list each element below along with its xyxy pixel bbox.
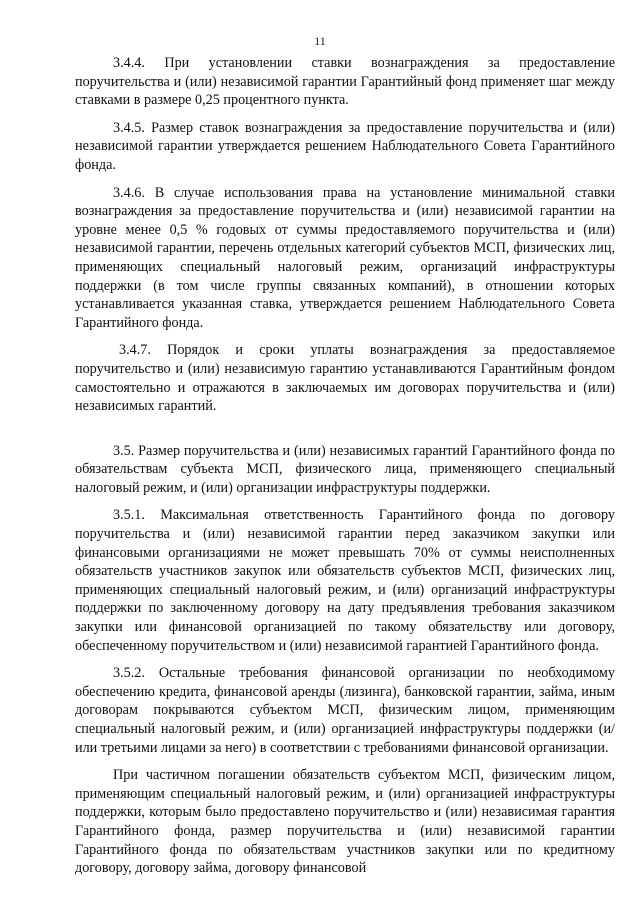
paragraph-3-4-6: 3.4.6. В случае использования права на установление минимальной ставки вознаграждения за предоставление поручительства и (или) независимой гарантии на уровне менее 0,5 % годовых от суммы предоставляемого поручительства и (или) независимой гарантии, перечень отдельных категорий субъектов МСП, физических лиц, применяющих специальный налоговый режим, организаций инфраструктуры поддержки (в том числе группы связанных компаний), в отношении которых устанавливается указанная ставка, утверждается решением Наблюдательного Совета Гарантийного фонда. <box>75 184 615 331</box>
paragraph-3-4-5: 3.4.5. Размер ставок вознаграждения за предоставление поручительства и (или) независимой гарантии утверждается решением Наблюдательного Совета Гарантийного фонда. <box>75 119 615 173</box>
document-body <box>75 54 615 878</box>
paragraph-3-5-2: 3.5.2. Остальные требования финансовой организации по необходимому обеспечению кредита, финансовой аренды (лизинга), банковской гарантии, займа, иным договорам покрываются субъектом МСП, физическим лицом, применяющим специальный налоговый режим, и (или) организацией инфраструктуры поддержки (и/или третьими лицами за него) в соответствии с требованиями финансовой организации. <box>75 665 615 756</box>
paragraph-3-4-7: 3.4.7. Порядок и сроки уплаты вознаграждения за предоставляемое поручительство и (или) независимую гарантию устанавливаются Гарантийным фондом самостоятельно и отражаются в заключаемых им договорах поручительства и (или) независимых гарантий. <box>75 342 615 415</box>
paragraph-3-5-1: 3.5.1. Максимальная ответственность Гарантийного фонда по договору поручительства и (или) независимой гарантии перед заказчиком закупки или финансовыми организациями не может превышать 70% от суммы неисполненных обязательств участников закупок или обязательств субъектов МСП, физических лиц, применяющих специальный налоговый режим, и (или) организаций инфраструктуры поддержки по заключенному договору на дату предъявления требования заказчиком закупки или финансовой организацией по такому обязательству или договору, обеспеченному поручительством и (или) независимой гарантией Гарантийного фонда. <box>75 507 615 654</box>
paragraph-3-5: 3.5. Размер поручительства и (или) независимых гарантий Гарантийного фонда по обязательствам субъекта МСП, физического лица, применяющего специальный налоговый режим, и (или) организации инфраструктуры поддержки. <box>75 442 615 496</box>
page-number: 11 <box>314 34 326 48</box>
paragraph-partial-repayment: При частичном погашении обязательств субъектом МСП, физическим лицом, применяющим специальный налоговый режим, и (или) организацией инфраструктуры поддержки, которым было предоставлено поручительство и (или) независимая гарантия Гарантийного фонда, размер поручительства и (или) независимой гарантии Гарантийного фонда по обязательствам участников закупки или по кредитному договору, договору займа, договору финансовой <box>75 767 615 877</box>
paragraph-3-4-4: 3.4.4. При установлении ставки вознаграждения за предоставление поручительства и (или) независимой гарантии Гарантийный фонд применяет шаг между ставками в размере 0,25 процентного пункта. <box>75 55 615 109</box>
